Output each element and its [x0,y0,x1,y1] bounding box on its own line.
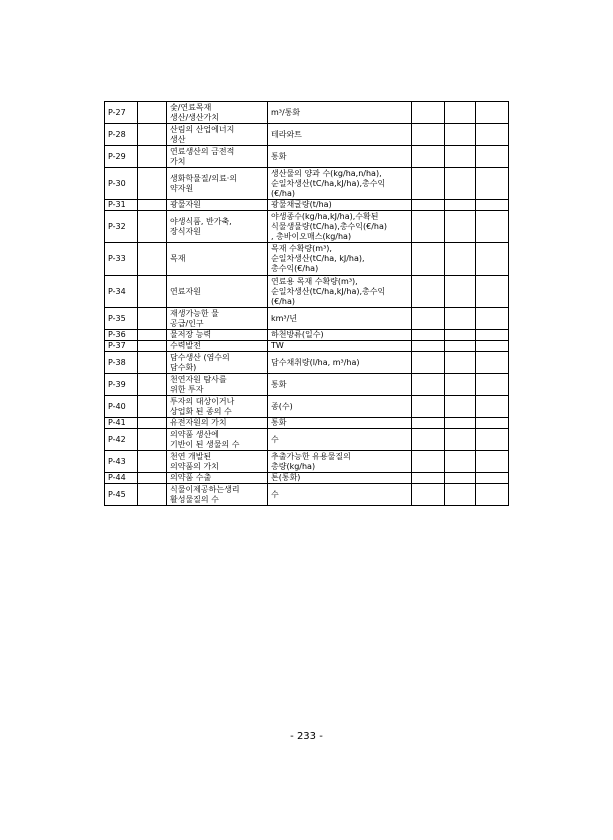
row-blank-cell [412,451,445,473]
row-blank-cell [445,374,476,396]
row-blank-cell [138,352,167,374]
row-blank-cell [476,484,509,506]
row-indicator: 연료생산의 금전적 가치 [167,146,268,168]
row-blank-cell [412,102,445,124]
row-blank-cell [445,146,476,168]
row-code: P-27 [105,102,138,124]
row-code: P-42 [105,429,138,451]
row-blank-cell [445,429,476,451]
row-blank-cell [476,418,509,429]
row-code: P-45 [105,484,138,506]
row-blank-cell [412,211,445,243]
row-blank-cell [412,418,445,429]
row-blank-cell [138,168,167,200]
row-blank-cell [138,124,167,146]
row-indicator: 담수생산 (염수의 담수화) [167,352,268,374]
row-blank-cell [445,352,476,374]
row-blank-cell [476,102,509,124]
row-blank-cell [138,473,167,484]
row-unit: m³/통화 [268,102,412,124]
indicator-table [104,101,509,506]
row-code: P-44 [105,473,138,484]
row-indicator: 재생가능한 물 공급/인구 [167,308,268,330]
table-row [105,429,509,451]
row-indicator: 야생식품, 반가축, 장식자원 [167,211,268,243]
row-blank-cell [476,308,509,330]
row-indicator: 목재 [167,243,268,276]
row-blank-cell [412,484,445,506]
page-number: - 233 - [290,731,323,742]
table-row [105,168,509,200]
row-code: P-35 [105,308,138,330]
table-row [105,374,509,396]
row-code: P-31 [105,200,138,211]
row-code: P-41 [105,418,138,429]
row-indicator: 연료자원 [167,276,268,308]
row-unit: km³/년 [268,308,412,330]
row-blank-cell [138,341,167,352]
row-blank-cell [445,211,476,243]
row-indicator: 수력발전 [167,341,268,352]
row-blank-cell [138,243,167,276]
row-blank-cell [476,200,509,211]
row-blank-cell [476,330,509,341]
row-code: P-34 [105,276,138,308]
table-row [105,276,509,308]
row-blank-cell [412,429,445,451]
row-blank-cell [412,146,445,168]
row-unit: 통화 [268,374,412,396]
row-blank-cell [445,200,476,211]
table-row [105,124,509,146]
row-blank-cell [445,341,476,352]
row-blank-cell [138,146,167,168]
row-blank-cell [445,276,476,308]
row-blank-cell [412,330,445,341]
row-blank-cell [445,168,476,200]
row-blank-cell [412,276,445,308]
row-blank-cell [138,484,167,506]
row-blank-cell [412,124,445,146]
table-row [105,243,509,276]
row-unit: 통화 [268,146,412,168]
row-indicator: 의약품 수출 [167,473,268,484]
row-indicator: 투자의 대상이거나 상업화 된 종의 수 [167,396,268,418]
row-indicator: 물저장 능력 [167,330,268,341]
row-blank-cell [445,484,476,506]
row-blank-cell [138,396,167,418]
row-blank-cell [445,243,476,276]
table-row [105,308,509,330]
row-unit: 통화 [268,418,412,429]
table-row [105,330,509,341]
row-blank-cell [138,330,167,341]
row-blank-cell [476,352,509,374]
row-unit: 수 [268,429,412,451]
row-unit: 광물채굴량(t/ha) [268,200,412,211]
row-blank-cell [412,473,445,484]
row-blank-cell [412,341,445,352]
row-unit: 담수채취량(l/ha, m³/ha) [268,352,412,374]
row-blank-cell [412,243,445,276]
row-code: P-39 [105,374,138,396]
row-indicator: 광물자원 [167,200,268,211]
row-blank-cell [476,374,509,396]
row-unit: 추출가능한 유용물질의 총량(kg/ha) [268,451,412,473]
table-body [105,102,509,506]
row-blank-cell [476,168,509,200]
row-blank-cell [476,451,509,473]
row-blank-cell [445,330,476,341]
table-row [105,102,509,124]
row-blank-cell [412,308,445,330]
table-row [105,146,509,168]
row-blank-cell [412,374,445,396]
row-blank-cell [476,396,509,418]
table-row [105,418,509,429]
row-blank-cell [445,396,476,418]
table-row [105,451,509,473]
row-indicator: 생화학물질/의료·의 약자원 [167,168,268,200]
row-blank-cell [476,429,509,451]
row-unit: 생산물의 양과 수(kg/ha,n/ha), 순일차생산(tC/ha,kJ/ha),총수익 (€/ha) [268,168,412,200]
row-blank-cell [445,308,476,330]
row-blank-cell [412,396,445,418]
row-blank-cell [138,102,167,124]
row-code: P-33 [105,243,138,276]
row-blank-cell [138,308,167,330]
row-blank-cell [476,124,509,146]
row-indicator: 유전자원의 가치 [167,418,268,429]
row-blank-cell [445,473,476,484]
row-blank-cell [412,168,445,200]
row-blank-cell [138,451,167,473]
row-indicator: 의약품 생산에 기반이 된 생물의 수 [167,429,268,451]
table-row [105,396,509,418]
row-indicator: 천연자원 탐사를 위한 투자 [167,374,268,396]
row-blank-cell [138,200,167,211]
row-blank-cell [445,418,476,429]
row-unit: 종(수) [268,396,412,418]
row-blank-cell [412,200,445,211]
row-indicator: 산림의 산업에너지 생산 [167,124,268,146]
row-unit: 톤(통화) [268,473,412,484]
row-blank-cell [476,243,509,276]
row-blank-cell [476,341,509,352]
row-code: P-36 [105,330,138,341]
row-blank-cell [138,418,167,429]
row-code: P-30 [105,168,138,200]
table-row [105,484,509,506]
table-row [105,200,509,211]
table-row [105,211,509,243]
row-indicator: 숯/연료목재 생산/생산가치 [167,102,268,124]
row-blank-cell [476,473,509,484]
row-indicator: 식물이제공하는생리 활성물질의 수 [167,484,268,506]
row-unit: 하천방류(일수) [268,330,412,341]
row-blank-cell [138,374,167,396]
row-unit: 연료용 목재 수확량(m³), 순일차생산(tC/ha,kJ/ha),총수익 (€/ha) [268,276,412,308]
row-blank-cell [412,352,445,374]
row-code: P-38 [105,352,138,374]
row-blank-cell [445,102,476,124]
row-unit: 수 [268,484,412,506]
row-unit: 목재 수확량(m³), 순일차생산(tC/ha, kJ/ha), 총수익(€/ha) [268,243,412,276]
row-unit: 테라와트 [268,124,412,146]
row-code: P-43 [105,451,138,473]
row-code: P-28 [105,124,138,146]
table-row [105,473,509,484]
row-blank-cell [445,451,476,473]
row-blank-cell [138,211,167,243]
table-row [105,341,509,352]
row-code: P-29 [105,146,138,168]
row-code: P-37 [105,341,138,352]
row-indicator: 천연 개발된 의약품의 가치 [167,451,268,473]
row-blank-cell [476,211,509,243]
table-row [105,352,509,374]
row-unit: 야생종수(kg/ha,kJ/ha),수확된 식물생물량(tC/ha),총수익(€/ha) , 총바이오매스(kg/ha) [268,211,412,243]
row-blank-cell [476,276,509,308]
row-blank-cell [138,276,167,308]
row-code: P-40 [105,396,138,418]
row-blank-cell [476,146,509,168]
row-blank-cell [138,429,167,451]
row-code: P-32 [105,211,138,243]
row-blank-cell [445,124,476,146]
row-unit: TW [268,341,412,352]
